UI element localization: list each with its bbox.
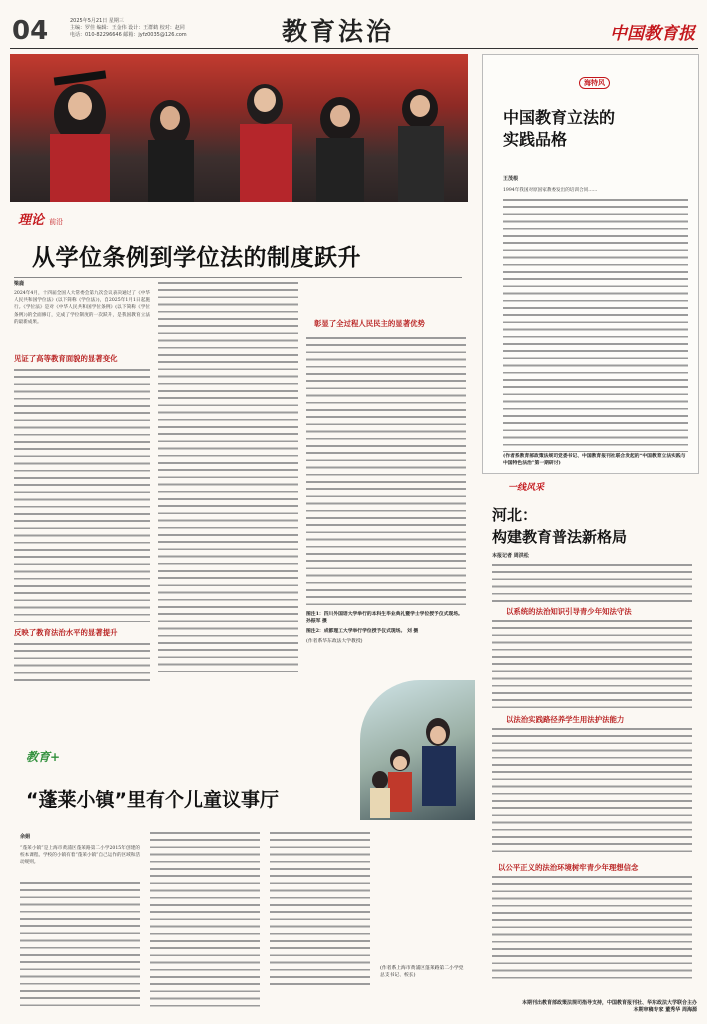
feature-intro: “蓬莱小镇”是上海市黄浦区蓬莱路第二小学2015年创建的校本课程。学校的小镇有着“蓬莱小镇”自己运作的区域和活动规则。 [20, 846, 140, 866]
footer-line1: 本期刊出教育部政策法规司指导支持，中国教育报刊社、华东政法大学联合主办 [521, 1000, 697, 1006]
lead-intro: 2024年4月，十四届全国人大常委会第九次会议表决通过了《中华人民共和国学位法》(以下简称《学位法》)，自2025年1月1日起施行。《学位法》是对《中华人民共和国学位条例》(以下简称《学位条例》)的全面修订，完成了学位制度的一次跃升，是我国教育立法的最新成果。 [14, 291, 150, 325]
lead-sub1: 见证了高等教育面貌的显著变化 [14, 354, 118, 363]
right2-body4 [492, 874, 692, 984]
right2-headline-l1: 河北： [492, 506, 538, 524]
lead-col-2 [158, 280, 298, 680]
feature-headline: “蓬莱小镇”里有个儿童议事厅 [26, 789, 279, 811]
lead-col-1 [14, 280, 150, 685]
right1-headline-l2: 实践品格 [503, 130, 568, 149]
feature-col2-body [150, 830, 260, 1008]
graduation-photo-art [10, 54, 468, 202]
masthead-logo: 中国教育报 [610, 24, 695, 44]
lead-sub2: 反映了教育法治水平的显著提升 [14, 628, 118, 637]
feature-col1-body [20, 880, 140, 1008]
lead-caption-1: 图注1：四川外国语大学举行的本科生毕业典礼暨学士学位授予仪式现场。 孙振军 摄 [306, 611, 463, 624]
right2-sub1: 以系统的法治知识引导青少年知法守法 [506, 607, 632, 616]
feature-author-note: (作者系上海市黄浦区蓬莱路第二小学党总支书记、校长) [380, 966, 464, 978]
right1-note: (作者系教育部政策法规司党委书记、中国教育报刊社联合发起的“中国教育立法实践与中国特色法治”第一期研讨) [503, 453, 686, 466]
column-tag-theory [18, 209, 63, 228]
lead-author: 梁鹿 [14, 281, 25, 287]
right-col-2 [482, 480, 697, 1005]
section-title: 教育法治 [282, 17, 395, 46]
date-line: 2025年5月21日 星期三 [70, 18, 124, 24]
lead-col3-body [306, 335, 466, 605]
children-photo-art [360, 680, 475, 820]
right2-author: 本报记者 周洪松 [492, 553, 529, 559]
feature-col3-body [270, 830, 370, 990]
right2-sub3: 以公平正义的法治环境树牢青少年理想信念 [498, 863, 639, 872]
lead-col1-body [14, 367, 150, 622]
right-col-1 [482, 54, 699, 474]
lead-col-3 [306, 280, 466, 680]
graduation-photo [10, 54, 468, 202]
right2-headline-l2: 构建教育普法新格局 [492, 528, 628, 546]
right2-column-tag: 一线风采 [508, 483, 545, 493]
right1-body [503, 197, 688, 452]
feature-author: 余娟 [20, 834, 31, 840]
column-tag-part2: 前沿 [49, 218, 64, 226]
right2-body1 [492, 562, 692, 602]
header-rule [10, 48, 698, 49]
lead-headline: 从学位条例到学位法的制度跃升 [32, 245, 361, 271]
page-header [0, 0, 707, 50]
contact-line: 电话：010-82296646 邮箱：jyfz0035@126.com [70, 32, 187, 38]
lead-sub3: 彰显了全过程人民民主的显著优势 [314, 319, 425, 328]
lead-divider [14, 277, 462, 278]
right2-body2 [492, 618, 692, 708]
footer-editors: 本期审稿专家 董秀华 周海源 [633, 1007, 697, 1013]
lead-col1-body2 [14, 641, 150, 681]
right2-body3 [492, 726, 692, 856]
page-footer [482, 1000, 697, 1022]
right1-headline-l1: 中国教育立法的 [503, 108, 616, 127]
feature-column-tag: 教育+ [26, 750, 61, 764]
right1-author: 王茂根 [503, 176, 519, 182]
children-photo [360, 680, 475, 820]
right1-column-tag: 海特风 [579, 77, 610, 89]
lead-author-note: (作者系华东政法大学教授) [306, 639, 363, 644]
column-tag-part1: 理论 [18, 213, 45, 228]
lead-caption-2: 图注2：成都理工大学举行学位授予仪式现场。 刘 摄 [306, 628, 419, 634]
lead-col2-body [158, 280, 298, 672]
editor-line: 主编：罗佳 编辑：王金伟 设计：王群鹤 校对：赵同 [70, 25, 185, 31]
page-number: 04 [12, 16, 49, 46]
right2-sub2: 以法治实践路径养学生用法护法能力 [506, 715, 625, 724]
right1-intro: 1994年我国对原国家教委发出的培训合同…… [503, 188, 598, 193]
